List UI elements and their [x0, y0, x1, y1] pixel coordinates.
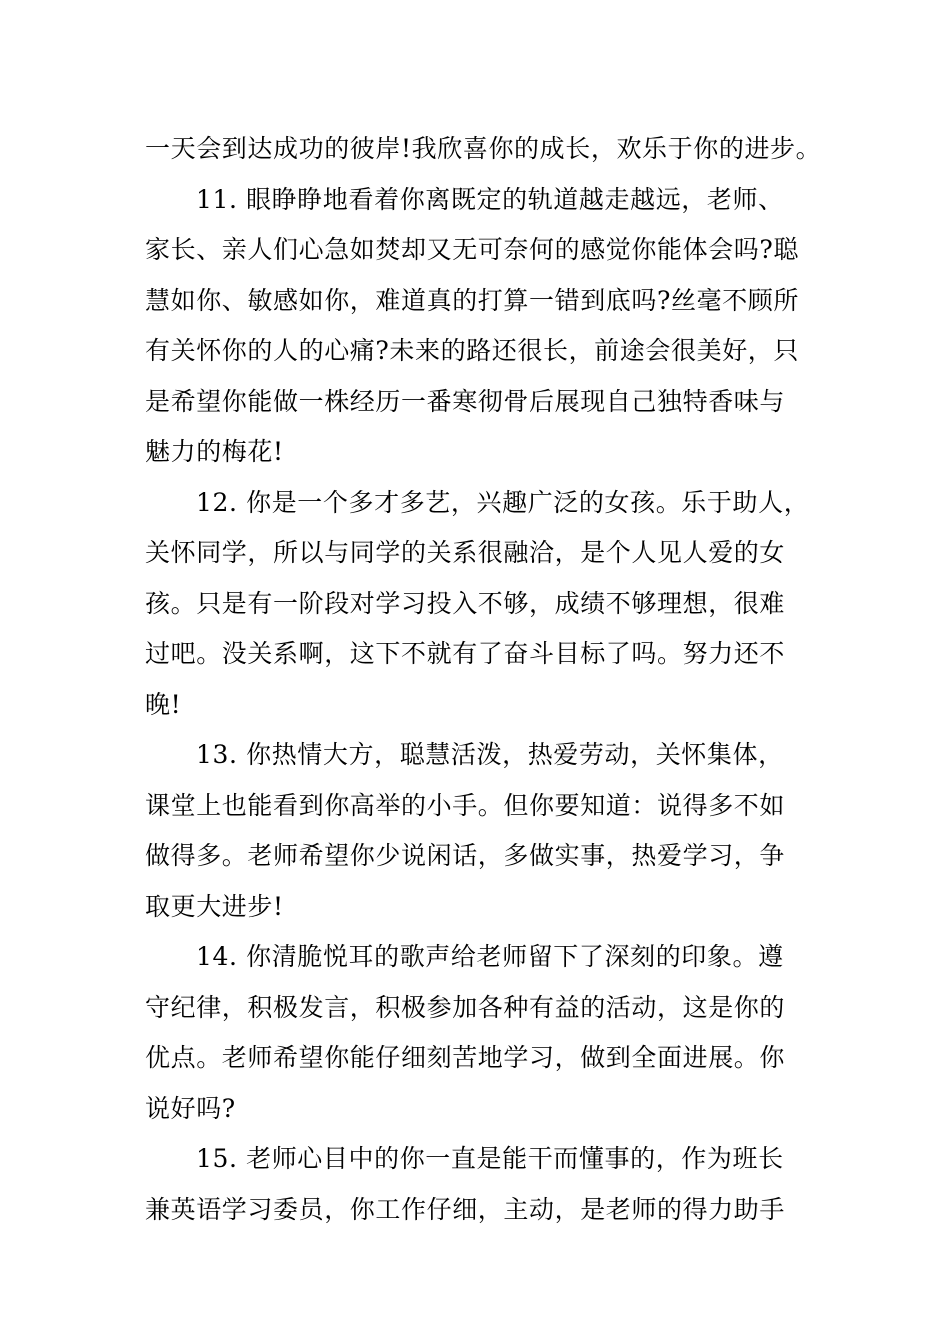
text-line: 说好吗? [145, 1093, 236, 1123]
text-line: 过吧。没关系啊，这下不就有了奋斗目标了吗。努力还不 [145, 639, 786, 668]
paragraph-11-first-line: 11. 眼睁睁地看着你离既定的轨道越走越远，老师、 [196, 184, 784, 214]
paragraph-14-first-line: 14. 你清脆悦耳的歌声给老师留下了深刻的印象。遵 [196, 942, 784, 971]
text-line: 孩。只是有一阶段对学习投入不够，成绩不够理想，很难 [145, 588, 786, 618]
paragraph-12-first-line: 12. 你是一个多才多艺，兴趣广泛的女孩。乐于助人， [196, 487, 810, 517]
text-line: 晚! [145, 689, 182, 719]
paragraph-13-first-line: 13. 你热情大方，聪慧活泼，热爱劳动，关怀集体， [196, 740, 784, 769]
text-line: 做得多。老师希望你少说闲话，多做实事，热爱学习，争 [145, 841, 786, 870]
paragraph-15-first-line: 15. 老师心目中的你一直是能干而懂事的，作为班长 [196, 1144, 784, 1173]
text-line: 兼英语学习委员，你工作仔细，主动，是老师的得力助手 [145, 1194, 786, 1224]
text-line: 有关怀你的人的心痛?未来的路还很长，前途会很美好，只 [145, 336, 800, 365]
text-line: 守纪律，积极发言，积极参加各种有益的活动，这是你的 [145, 992, 786, 1022]
text-line: 魅力的梅花! [145, 437, 284, 466]
text-line: 关怀同学，所以与同学的关系很融洽，是个人见人爱的女 [145, 538, 786, 567]
text-line: 家长、亲人们心急如焚却又无可奈何的感觉你能体会吗?聪 [145, 235, 800, 264]
text-line: 是希望你能做一株经历一番寒彻骨后展现自己独特香味与 [145, 386, 786, 416]
text-line: 取更大进步! [145, 891, 284, 921]
text-line: 慧如你、敏感如你，难道真的打算一错到底吗?丝毫不顾所 [145, 285, 800, 315]
text-line: 一天会到达成功的彼岸!我欣喜你的成长，欢乐于你的进步。 [145, 134, 822, 163]
document-body [145, 124, 822, 1235]
text-line: 课堂上也能看到你高举的小手。但你要知道：说得多不如 [145, 790, 786, 820]
text-line: 优点。老师希望你能仔细刻苦地学习，做到全面进展。你 [145, 1043, 786, 1072]
